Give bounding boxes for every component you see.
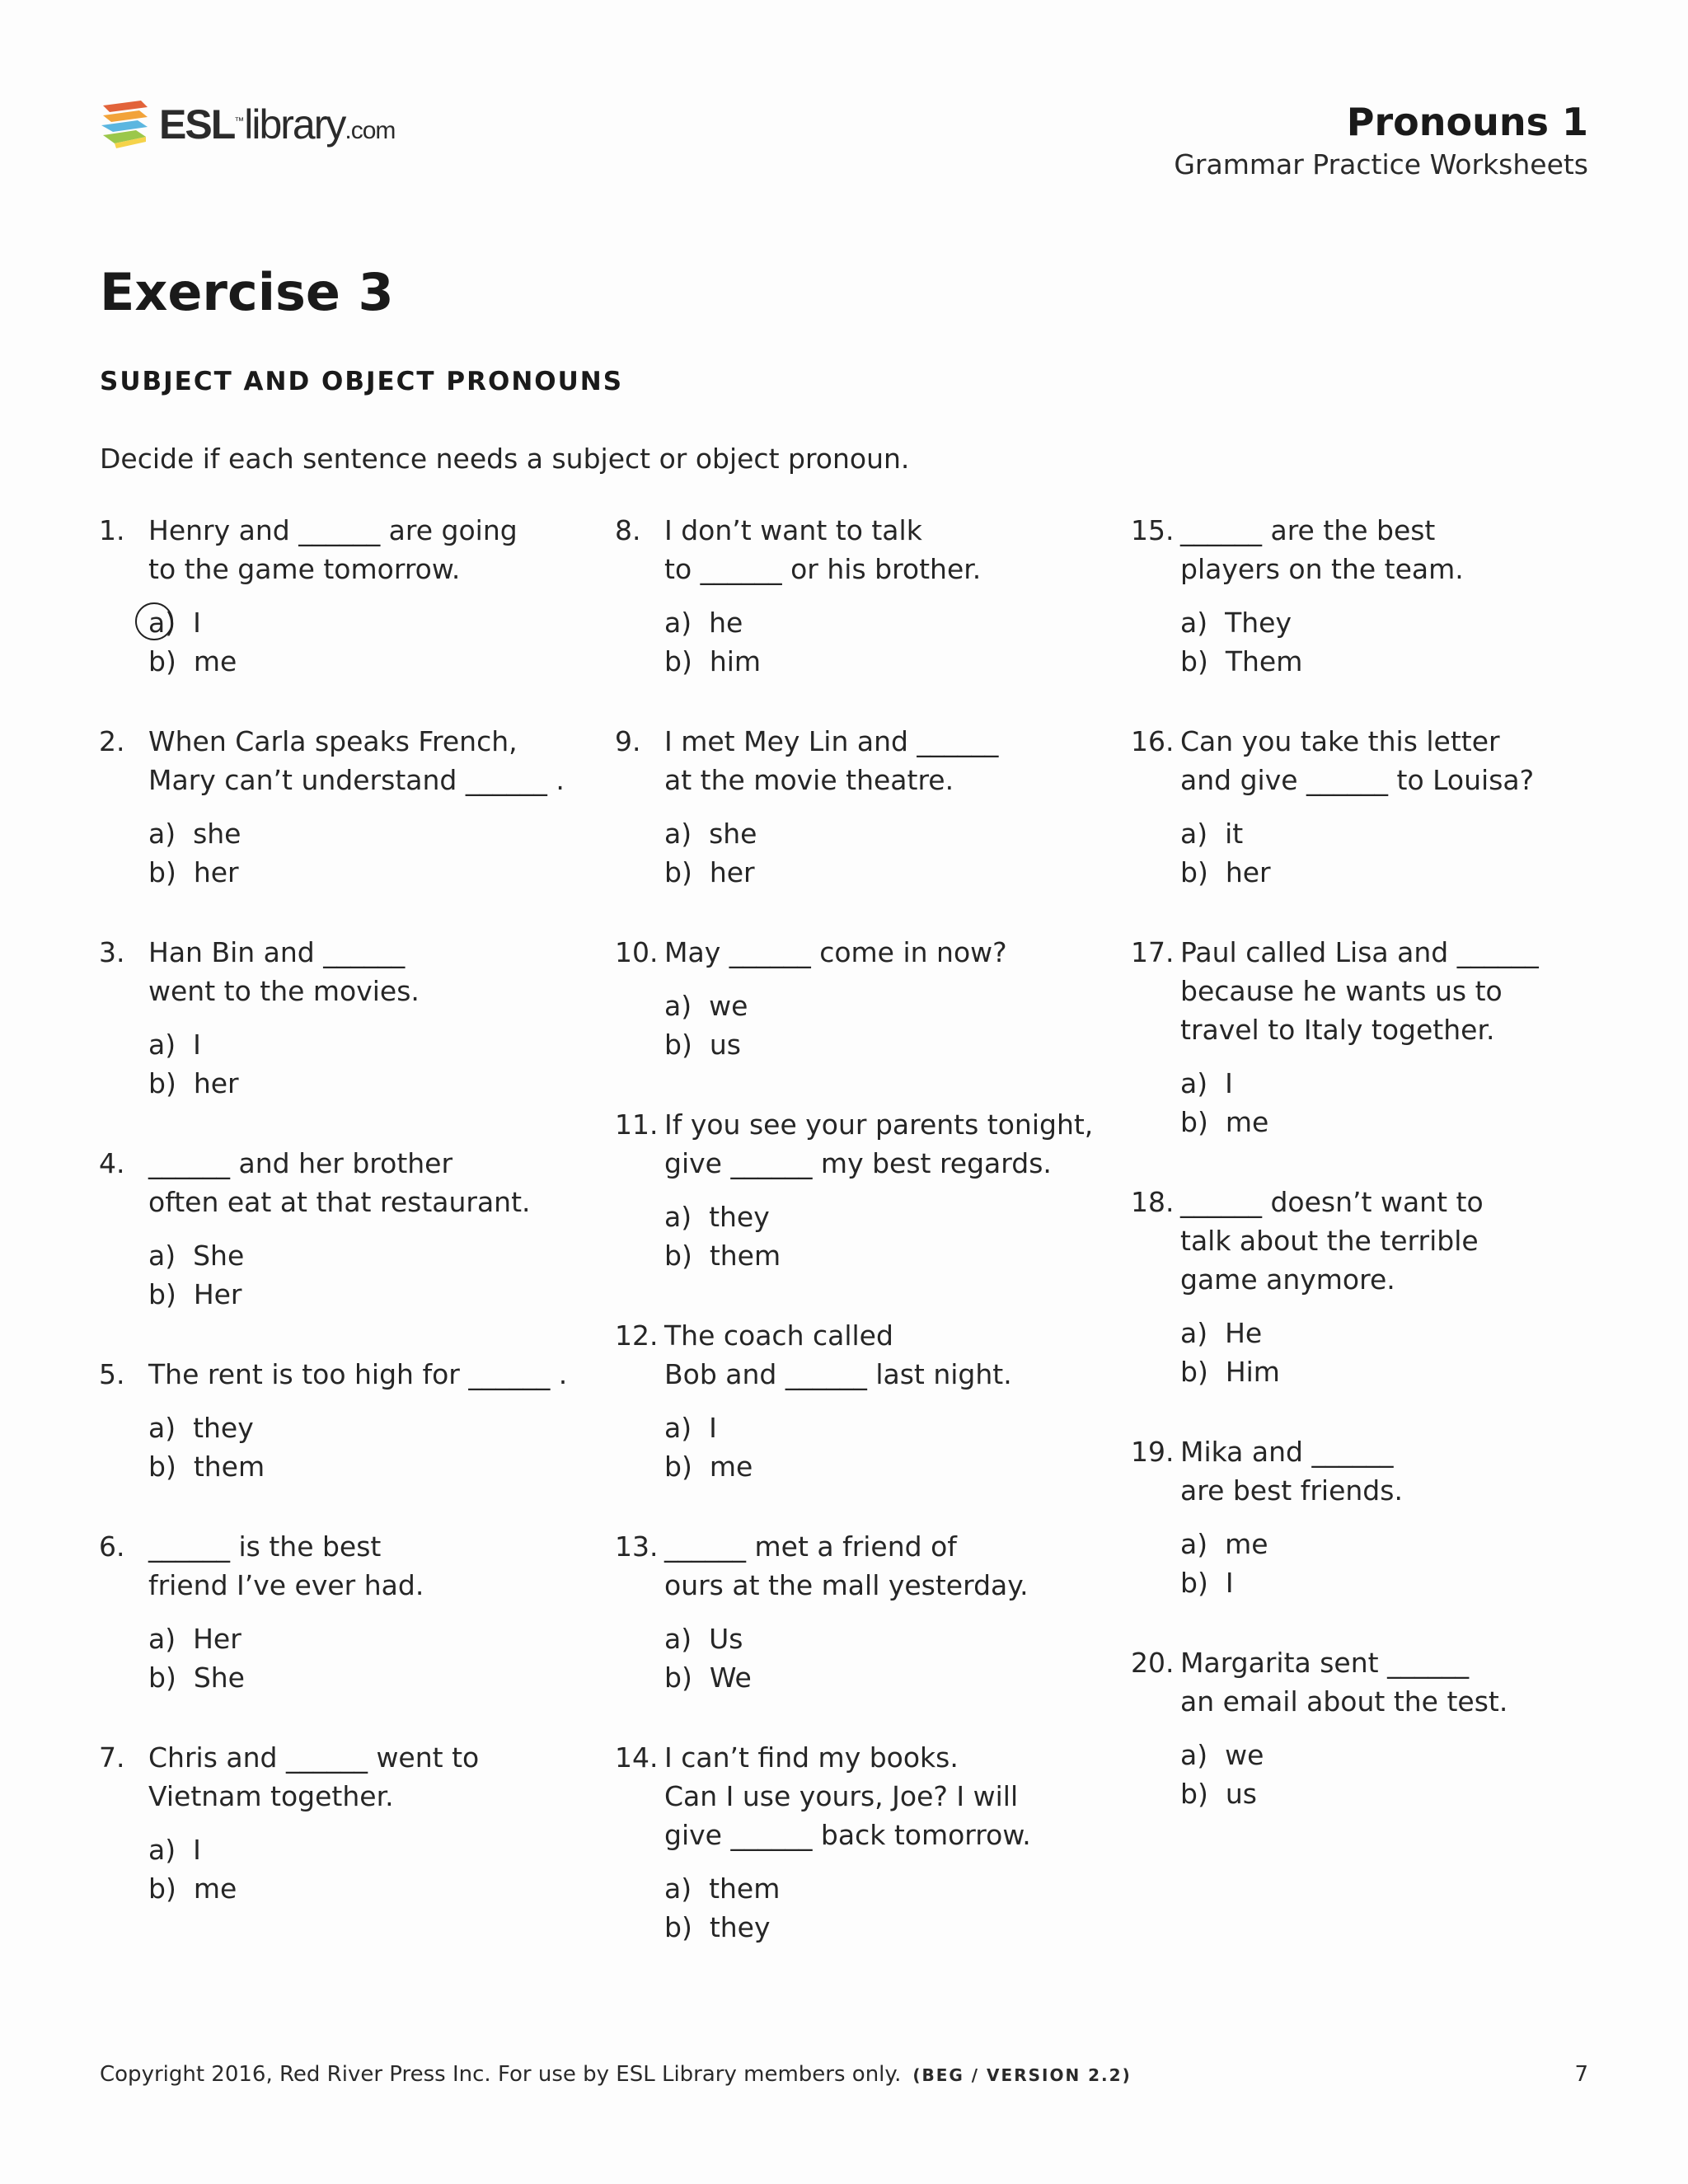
answer-option-b[interactable] xyxy=(664,1908,1109,1947)
answer-option-a[interactable] xyxy=(1180,1736,1625,1774)
option-value: us xyxy=(1225,1778,1257,1810)
option-value: Us xyxy=(709,1623,743,1655)
option-value: they xyxy=(193,1412,254,1444)
answer-option-b[interactable] xyxy=(148,853,593,892)
answer-option-b[interactable] xyxy=(1180,1352,1625,1391)
question-item xyxy=(99,722,593,892)
option-letter: b) xyxy=(1180,1356,1226,1388)
option-value: Him xyxy=(1225,1356,1280,1388)
document-subtitle: Grammar Practice Worksheets xyxy=(1174,148,1588,180)
question-item xyxy=(99,1144,593,1314)
option-value: we xyxy=(709,990,748,1022)
stacked-books-icon xyxy=(100,97,151,152)
answer-option-a[interactable] xyxy=(664,987,1109,1025)
question-text: ______ and her brother often eat at that restaurant. xyxy=(148,1147,531,1218)
option-letter: b) xyxy=(148,1278,194,1310)
question-item xyxy=(99,1355,593,1486)
option-letter: b) xyxy=(664,1451,710,1483)
option-letter: b) xyxy=(1180,1778,1226,1810)
option-value: me xyxy=(1225,1528,1268,1560)
option-value: me xyxy=(1225,1106,1269,1138)
answer-option-a[interactable] xyxy=(148,1408,593,1447)
answer-option-a[interactable] xyxy=(148,1236,593,1275)
question-number: 8. xyxy=(615,514,641,546)
option-value: they xyxy=(709,1911,771,1943)
question-item xyxy=(99,1527,593,1697)
option-value: She xyxy=(193,1661,245,1694)
answer-option-a[interactable] xyxy=(664,814,1109,853)
answer-option-a[interactable] xyxy=(148,814,593,853)
option-letter: b) xyxy=(148,645,194,677)
question-number: 19. xyxy=(1131,1436,1175,1468)
option-value: me xyxy=(193,645,237,677)
option-letter: b) xyxy=(148,1872,194,1905)
answer-option-b[interactable] xyxy=(1180,853,1625,892)
question-number: 7. xyxy=(99,1741,125,1774)
question-number: 4. xyxy=(99,1147,125,1179)
logo-trademark: ™ xyxy=(234,115,245,127)
option-letter: a) xyxy=(148,1412,194,1444)
answer-options xyxy=(1180,1314,1625,1391)
answer-option-b[interactable] xyxy=(664,1236,1109,1275)
option-letter: a) xyxy=(148,818,194,850)
option-letter: a) xyxy=(1180,607,1226,639)
question-text: I met Mey Lin and ______ at the movie theatre. xyxy=(664,725,999,796)
option-value: We xyxy=(709,1661,752,1694)
answer-option-b[interactable] xyxy=(148,1064,593,1103)
answer-option-a[interactable] xyxy=(1180,1525,1625,1563)
answer-options xyxy=(664,814,1109,892)
option-letter: a) xyxy=(148,607,194,639)
question-item xyxy=(1131,1643,1625,1813)
question-number: 20. xyxy=(1131,1647,1175,1679)
option-value: she xyxy=(193,818,241,850)
option-letter: a) xyxy=(1180,818,1226,850)
option-value: I xyxy=(709,1412,717,1444)
question-item xyxy=(1131,511,1625,681)
question-text: Henry and ______ are going to the game tomorrow. xyxy=(148,514,518,585)
exercise-title: Exercise 3 xyxy=(100,262,394,322)
option-value: them xyxy=(709,1240,781,1272)
question-item xyxy=(99,1738,593,1908)
question-text: May ______ come in now? xyxy=(664,936,1007,968)
answer-option-a[interactable] xyxy=(148,1025,593,1064)
answer-option-b[interactable] xyxy=(148,1275,593,1314)
answer-options xyxy=(664,1408,1109,1486)
option-letter: a) xyxy=(1180,1067,1226,1099)
question-text: Mika and ______ are best friends. xyxy=(1180,1436,1403,1507)
answer-options xyxy=(148,1619,593,1697)
question-text: Can you take this letter and give ______ to Louisa? xyxy=(1180,725,1535,796)
answer-option-b[interactable] xyxy=(1180,1563,1625,1602)
footer-version: (BEG / VERSION 2.2) xyxy=(912,2065,1132,2085)
answer-option-a[interactable] xyxy=(148,603,593,642)
answer-options xyxy=(664,987,1109,1064)
option-letter: a) xyxy=(664,1872,710,1905)
option-value: me xyxy=(709,1451,753,1483)
question-item xyxy=(99,933,593,1103)
question-text: ______ are the best players on the team. xyxy=(1180,514,1464,585)
option-letter: a) xyxy=(664,607,710,639)
answer-option-b[interactable] xyxy=(148,1658,593,1697)
document-title-block xyxy=(1174,97,1588,183)
question-column-2 xyxy=(615,511,1109,1988)
option-letter: b) xyxy=(664,1911,710,1943)
option-letter: b) xyxy=(1180,645,1226,677)
option-letter: b) xyxy=(664,1029,710,1061)
option-letter: a) xyxy=(1180,1739,1226,1771)
question-text: ______ is the best friend I’ve ever had. xyxy=(148,1530,424,1601)
option-value: Them xyxy=(1225,645,1303,677)
option-value: He xyxy=(1225,1317,1263,1349)
question-item xyxy=(1131,722,1625,892)
answer-options xyxy=(1180,1736,1625,1813)
logo-word-com: .com xyxy=(345,117,396,144)
option-value: he xyxy=(709,607,743,639)
answer-options xyxy=(664,1197,1109,1275)
answer-option-a[interactable] xyxy=(1180,814,1625,853)
selected-answer-circle-icon xyxy=(135,602,173,640)
option-letter: a) xyxy=(148,1834,194,1866)
option-value: her xyxy=(709,856,755,888)
option-value: They xyxy=(1225,607,1292,639)
exercise-subtitle: SUBJECT AND OBJECT PRONOUNS xyxy=(100,367,624,396)
question-text: When Carla speaks French, Mary can’t understand ______ . xyxy=(148,725,565,796)
answer-option-b[interactable] xyxy=(148,642,593,681)
question-item xyxy=(1131,1183,1625,1391)
answer-option-b[interactable] xyxy=(664,853,1109,892)
option-value: Her xyxy=(193,1278,242,1310)
answer-option-b[interactable] xyxy=(1180,1103,1625,1141)
esl-library-logo xyxy=(100,97,395,152)
answer-option-b[interactable] xyxy=(1180,642,1625,681)
answer-options xyxy=(148,814,593,892)
question-number: 3. xyxy=(99,936,125,968)
option-letter: b) xyxy=(148,1661,194,1694)
option-value: her xyxy=(1225,856,1271,888)
answer-options xyxy=(1180,1064,1625,1141)
option-value: it xyxy=(1225,818,1244,850)
page-number: 7 xyxy=(1574,2062,1588,2087)
option-value: they xyxy=(709,1201,770,1233)
answer-options xyxy=(664,603,1109,681)
option-value: she xyxy=(709,818,757,850)
question-text: I can’t find my books. Can I use yours, Joe? I will give ______ back tomorrow. xyxy=(664,1741,1031,1851)
question-number: 11. xyxy=(615,1108,659,1141)
option-value: me xyxy=(193,1872,237,1905)
option-letter: a) xyxy=(664,1623,710,1655)
question-number: 6. xyxy=(99,1530,125,1563)
question-number: 15. xyxy=(1131,514,1175,546)
option-letter: a) xyxy=(148,1623,194,1655)
answer-option-b[interactable] xyxy=(148,1869,593,1908)
question-number: 9. xyxy=(615,725,641,757)
question-number: 18. xyxy=(1131,1186,1175,1218)
option-value: him xyxy=(709,645,762,677)
option-value: her xyxy=(193,856,239,888)
answer-option-a[interactable] xyxy=(664,1408,1109,1447)
question-text: If you see your parents tonight, give ______ my best regards. xyxy=(664,1108,1094,1179)
question-text: I don’t want to talk to ______ or his brother. xyxy=(664,514,982,585)
option-letter: b) xyxy=(1180,1106,1226,1138)
option-letter: a) xyxy=(664,1201,710,1233)
question-number: 5. xyxy=(99,1358,125,1390)
option-value: them xyxy=(709,1872,781,1905)
option-letter: b) xyxy=(664,1661,710,1694)
answer-options xyxy=(148,1236,593,1314)
answer-option-a[interactable] xyxy=(1180,1064,1625,1103)
question-number: 16. xyxy=(1131,725,1175,757)
question-number: 1. xyxy=(99,514,125,546)
answer-options xyxy=(148,1408,593,1486)
question-column-1 xyxy=(99,511,593,1949)
option-value: I xyxy=(1225,1567,1234,1599)
option-letter: b) xyxy=(664,645,710,677)
question-item xyxy=(615,1738,1109,1947)
question-number: 12. xyxy=(615,1319,659,1352)
answer-option-a[interactable] xyxy=(664,1869,1109,1908)
answer-option-a[interactable] xyxy=(148,1830,593,1869)
question-text: Margarita sent ______ an email about the test. xyxy=(1180,1647,1508,1718)
question-text: ______ doesn’t want to talk about the terrible game anymore. xyxy=(1180,1186,1484,1296)
answer-option-a[interactable] xyxy=(664,1197,1109,1236)
option-value: her xyxy=(193,1067,239,1099)
option-letter: a) xyxy=(1180,1528,1226,1560)
answer-options xyxy=(148,1025,593,1103)
question-text: Paul called Lisa and ______ because he wants us to travel to Italy together. xyxy=(1180,936,1539,1046)
logo-word-library: library xyxy=(244,101,345,148)
option-letter: b) xyxy=(148,1067,194,1099)
option-letter: a) xyxy=(664,990,710,1022)
question-item xyxy=(1131,933,1625,1141)
option-value: we xyxy=(1225,1739,1264,1771)
question-number: 17. xyxy=(1131,936,1175,968)
logo-word-esl: ESL xyxy=(159,101,235,148)
answer-option-b[interactable] xyxy=(1180,1774,1625,1813)
question-item xyxy=(1131,1432,1625,1602)
option-value: us xyxy=(709,1029,741,1061)
question-item xyxy=(615,511,1109,681)
footer-copyright: Copyright 2016, Red River Press Inc. For use by ESL Library members only. xyxy=(100,2062,902,2087)
option-value: I xyxy=(193,1834,201,1866)
answer-option-b[interactable] xyxy=(664,1658,1109,1697)
answer-options xyxy=(664,1619,1109,1697)
option-letter: b) xyxy=(148,856,194,888)
question-number: 2. xyxy=(99,725,125,757)
answer-options xyxy=(664,1869,1109,1947)
question-number: 14. xyxy=(615,1741,659,1774)
option-value: Her xyxy=(193,1623,241,1655)
question-item xyxy=(615,1316,1109,1486)
option-letter: a) xyxy=(148,1029,194,1061)
question-text: The coach called Bob and ______ last night. xyxy=(664,1319,1012,1390)
question-item xyxy=(615,1105,1109,1275)
option-value: I xyxy=(193,1029,201,1061)
option-letter: a) xyxy=(664,818,710,850)
question-number: 13. xyxy=(615,1530,659,1563)
question-number: 10. xyxy=(615,936,659,968)
footer-copyright-line xyxy=(100,2062,1132,2087)
question-text: The rent is too high for ______ . xyxy=(148,1358,568,1390)
answer-options xyxy=(148,603,593,681)
answer-option-b[interactable] xyxy=(148,1447,593,1486)
question-text: Han Bin and ______ went to the movies. xyxy=(148,936,420,1007)
question-item xyxy=(615,1527,1109,1697)
answer-options xyxy=(1180,1525,1625,1602)
logo-wordmark xyxy=(159,101,395,148)
answer-options xyxy=(1180,603,1625,681)
option-letter: b) xyxy=(664,1240,710,1272)
answer-option-b[interactable] xyxy=(664,642,1109,681)
option-value: I xyxy=(1225,1067,1233,1099)
answer-option-a[interactable] xyxy=(664,1619,1109,1658)
option-letter: a) xyxy=(1180,1317,1226,1349)
answer-option-b[interactable] xyxy=(664,1025,1109,1064)
option-letter: a) xyxy=(664,1412,710,1444)
question-item xyxy=(99,511,593,681)
answer-option-a[interactable] xyxy=(664,603,1109,642)
option-letter: b) xyxy=(1180,1567,1226,1599)
answer-option-a[interactable] xyxy=(148,1619,593,1658)
option-value: them xyxy=(193,1451,265,1483)
answer-option-a[interactable] xyxy=(1180,603,1625,642)
document-title: Pronouns 1 xyxy=(1346,100,1588,144)
option-letter: a) xyxy=(148,1240,194,1272)
answer-option-b[interactable] xyxy=(664,1447,1109,1486)
answer-options xyxy=(148,1830,593,1908)
exercise-instruction: Decide if each sentence needs a subject or object pronoun. xyxy=(100,443,910,475)
question-text: Chris and ______ went to Vietnam together. xyxy=(148,1741,480,1812)
question-column-3 xyxy=(1131,511,1625,1854)
option-letter: b) xyxy=(664,856,710,888)
option-value: She xyxy=(193,1240,245,1272)
answer-options xyxy=(1180,814,1625,892)
question-item xyxy=(615,722,1109,892)
option-letter: b) xyxy=(1180,856,1226,888)
option-letter: b) xyxy=(148,1451,194,1483)
question-item xyxy=(615,933,1109,1064)
option-value: I xyxy=(193,607,201,639)
answer-option-a[interactable] xyxy=(1180,1314,1625,1352)
question-text: ______ met a friend of ours at the mall yesterday. xyxy=(664,1530,1029,1601)
